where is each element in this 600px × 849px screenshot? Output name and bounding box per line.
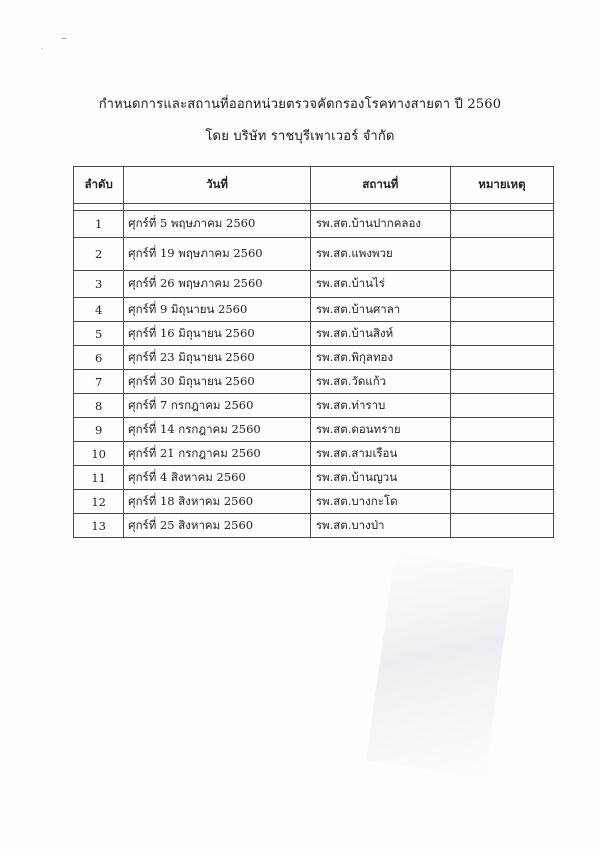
table-row bbox=[74, 238, 554, 271]
schedule-table bbox=[73, 166, 554, 538]
table-row bbox=[74, 514, 554, 538]
cell-date: ศุกร์ที่ 5 พฤษภาคม 2560 bbox=[124, 211, 311, 238]
cell-note bbox=[450, 238, 553, 271]
table-row bbox=[74, 442, 554, 466]
cell-no: 12 bbox=[74, 490, 124, 514]
cell-note bbox=[450, 418, 553, 442]
table-spacer-row bbox=[74, 204, 554, 211]
cell-date: ศุกร์ที่ 30 มิถุนายน 2560 bbox=[124, 370, 311, 394]
cell-no: 2 bbox=[74, 238, 124, 271]
cell-note bbox=[450, 490, 553, 514]
cell-date: ศุกร์ที่ 19 พฤษภาคม 2560 bbox=[124, 238, 311, 271]
header-note: หมายเหตุ bbox=[450, 167, 553, 204]
header-place: สถานที่ bbox=[310, 167, 450, 204]
cell-date: ศุกร์ที่ 25 สิงหาคม 2560 bbox=[124, 514, 311, 538]
cell-place: รพ.สต.บ้านญวน bbox=[310, 466, 450, 490]
table-header-row bbox=[74, 167, 554, 204]
scan-bleed-through bbox=[366, 553, 514, 778]
cell-note bbox=[450, 211, 553, 238]
cell-no: 4 bbox=[74, 298, 124, 322]
document-subtitle: โดย บริษัท ราชบุรีเพาเวอร์ จำกัด bbox=[205, 129, 395, 144]
cell-note bbox=[450, 466, 553, 490]
cell-note bbox=[450, 394, 553, 418]
spacer-cell bbox=[310, 204, 450, 211]
cell-date: ศุกร์ที่ 18 สิงหาคม 2560 bbox=[124, 490, 311, 514]
cell-no: 8 bbox=[74, 394, 124, 418]
cell-place: รพ.สต.สามเรือน bbox=[310, 442, 450, 466]
cell-date: ศุกร์ที่ 16 มิถุนายน 2560 bbox=[124, 322, 311, 346]
cell-no: 7 bbox=[74, 370, 124, 394]
cell-note bbox=[450, 346, 553, 370]
table-row bbox=[74, 394, 554, 418]
cell-place: รพ.สต.บ้านสิงห์ bbox=[310, 322, 450, 346]
cell-date: ศุกร์ที่ 23 มิถุนายน 2560 bbox=[124, 346, 311, 370]
scan-speck bbox=[62, 38, 66, 39]
spacer-cell bbox=[124, 204, 311, 211]
cell-place: รพ.สต.บางกะโด bbox=[310, 490, 450, 514]
cell-note bbox=[450, 442, 553, 466]
table-row bbox=[74, 346, 554, 370]
cell-date: ศุกร์ที่ 7 กรกฎาคม 2560 bbox=[124, 394, 311, 418]
cell-place: รพ.สต.วัดแก้ว bbox=[310, 370, 450, 394]
table-row bbox=[74, 271, 554, 298]
cell-no: 6 bbox=[74, 346, 124, 370]
table-row bbox=[74, 370, 554, 394]
spacer-cell bbox=[74, 204, 124, 211]
cell-place: รพ.สต.บ้านไร่ bbox=[310, 271, 450, 298]
header-no: ลำดับ bbox=[74, 167, 124, 204]
table-row bbox=[74, 490, 554, 514]
cell-note bbox=[450, 298, 553, 322]
table-row bbox=[74, 298, 554, 322]
cell-no: 9 bbox=[74, 418, 124, 442]
scan-speck bbox=[42, 48, 43, 49]
cell-place: รพ.สต.บางป่า bbox=[310, 514, 450, 538]
cell-no: 13 bbox=[74, 514, 124, 538]
cell-note bbox=[450, 322, 553, 346]
cell-place: รพ.สต.บ้านปากคลอง bbox=[310, 211, 450, 238]
spacer-cell bbox=[450, 204, 553, 211]
cell-place: รพ.สต.บ้านศาลา bbox=[310, 298, 450, 322]
cell-date: ศุกร์ที่ 14 กรกฎาคม 2560 bbox=[124, 418, 311, 442]
cell-no: 1 bbox=[74, 211, 124, 238]
document-title: กำหนดการและสถานที่ออกหน่วยตรวจคัดกรองโรคทางสายตา ปี 2560 bbox=[98, 97, 502, 112]
cell-no: 10 bbox=[74, 442, 124, 466]
cell-note bbox=[450, 370, 553, 394]
cell-note bbox=[450, 514, 553, 538]
table-row bbox=[74, 466, 554, 490]
cell-date: ศุกร์ที่ 21 กรกฎาคม 2560 bbox=[124, 442, 311, 466]
cell-date: ศุกร์ที่ 26 พฤษภาคม 2560 bbox=[124, 271, 311, 298]
cell-no: 11 bbox=[74, 466, 124, 490]
cell-place: รพ.สต.ท่าราบ bbox=[310, 394, 450, 418]
cell-place: รพ.สต.ดอนทราย bbox=[310, 418, 450, 442]
cell-note bbox=[450, 271, 553, 298]
cell-date: ศุกร์ที่ 4 สิงหาคม 2560 bbox=[124, 466, 311, 490]
cell-no: 5 bbox=[74, 322, 124, 346]
cell-no: 3 bbox=[74, 271, 124, 298]
table-row bbox=[74, 322, 554, 346]
cell-place: รพ.สต.แพงพวย bbox=[310, 238, 450, 271]
table-row bbox=[74, 418, 554, 442]
table-row bbox=[74, 211, 554, 238]
cell-place: รพ.สต.พิกุลทอง bbox=[310, 346, 450, 370]
header-date: วันที่ bbox=[124, 167, 311, 204]
cell-date: ศุกร์ที่ 9 มิถุนายน 2560 bbox=[124, 298, 311, 322]
